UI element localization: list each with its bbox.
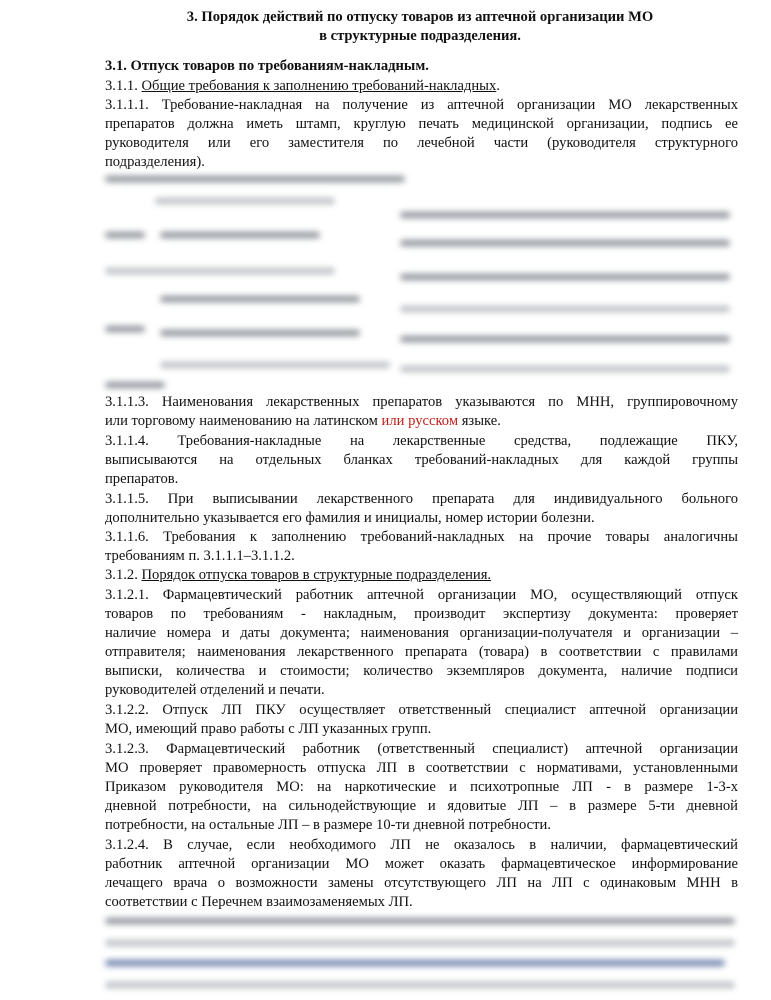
paragraph-line: дневной потребности, на сильнодействующие и ядовитые ЛП – в размере 5-ти дневной [105,798,738,814]
paragraph-line: соответствии с Перечнем взаимозаменяемых ЛП. [105,894,413,910]
paragraph-line: МО, имеющий право работы с ЛП указанных групп. [105,721,432,737]
heading-3-1-1 [105,77,738,96]
paragraph-line: наличие номера и даты документа; наименования организации-получателя и организации – [105,625,738,641]
text-span: или торговому наименованию на латинском [105,413,382,429]
paragraph-line: 3.1.1.4. Требования-накладные на лекарственные средства, подлежащие ПКУ, [105,433,738,449]
paragraph-line: товаров по требованиям - накладным, производит экспертизу документа: проверяет [105,606,738,622]
paragraph-line: руководителей отделений и печати. [105,682,325,698]
paragraph-line: 3.1.2.4. В случае, если необходимого ЛП не оказалось в наличии, фармацевтический [105,837,738,853]
paragraph-line: 3.1.2.3. Фармацевтический работник (ответственный специалист) аптечной организации [105,741,738,757]
paragraph-line: 3.1.2.1. Фармацевтический работник аптечной организации МО, осуществляющий отпуск [105,587,738,603]
paragraph-line: 3.1.1.1. Требование-накладная на получение из аптечной организации МО лекарственных [105,97,738,113]
paragraph-line: выписки, количества и стоимости; количество экземпляров документа, наличие подписи [105,663,738,679]
paragraph-line [105,412,738,431]
section-title [100,8,740,46]
highlighted-text: или русском [381,413,459,429]
paragraph-line: 3.1.1.6. Требования к заполнению требований-накладных на прочие товары аналогичны [105,529,738,545]
paragraph-line: требованиям п. 3.1.1.1–3.1.1.2. [105,548,295,564]
paragraph-line: подразделения). [105,154,205,170]
redacted-region [100,168,740,393]
paragraph-line: препаратов. [105,471,179,487]
heading-3-1-1-number: 3.1.1. [105,78,138,94]
text-span: языке. [458,413,501,429]
redacted-region-bottom [100,910,750,998]
paragraph-line: дополнительно указывается его фамилия и инициалы, номер истории болезни. [105,510,595,526]
paragraph-line: работник аптечной организации МО может оказать фармацевтическое информирование [105,856,738,872]
heading-3-1-2-title: Порядок отпуска товаров в структурные подразделения. [141,567,492,583]
paragraph-line: МО проверяет правомерность отпуска ЛП в соответствии с нормативами, установленными [105,760,738,776]
heading-3-1: 3.1. Отпуск товаров по требованиям-накладным. [105,58,429,74]
paragraph-line: лечащего врача о возможности замены отсутствующего ЛП на ЛП с одинаковым МНН в [105,875,738,891]
heading-3-1-1-dot: . [496,78,500,94]
paragraph-line: 3.1.2.2. Отпуск ЛП ПКУ осуществляет ответственный специалист аптечной организации [105,702,738,718]
section-title-line-1: 3. Порядок действий по отпуску товаров из аптечной организации МО [186,9,654,25]
heading-3-1-2 [105,566,738,585]
heading-3-1-1-title: Общие требования к заполнению требований-накладных [141,78,497,94]
paragraph-line: Приказом руководителя МО: на наркотические и психотропные ЛП - в размере 1-3-х [105,779,738,795]
heading-3-1-2-number: 3.1.2. [105,567,138,583]
section-title-line-2: в структурные подразделения. [319,28,521,44]
paragraph-line: 3.1.1.3. Наименования лекарственных препаратов указываются по МНН, группировочному [105,394,738,410]
paragraph-line: выписываются на отдельных бланках требований-накладных для каждой группы [105,452,738,468]
paragraph-line: 3.1.1.5. При выписывании лекарственного препарата для индивидуального больного [105,491,738,507]
paragraph-line: отправителя; наименования лекарственного препарата (товара) в соответствии с правилами [105,644,738,660]
paragraph-line: руководителя или его заместителя по лечебной части (руководителя структурного [105,135,738,151]
paragraph-line: препаратов должна иметь штамп, круглую печать медицинской организации, подпись ее [105,116,738,132]
paragraph-line: потребности, на остальные ЛП – в размере 10-ти дневной потребности. [105,817,551,833]
